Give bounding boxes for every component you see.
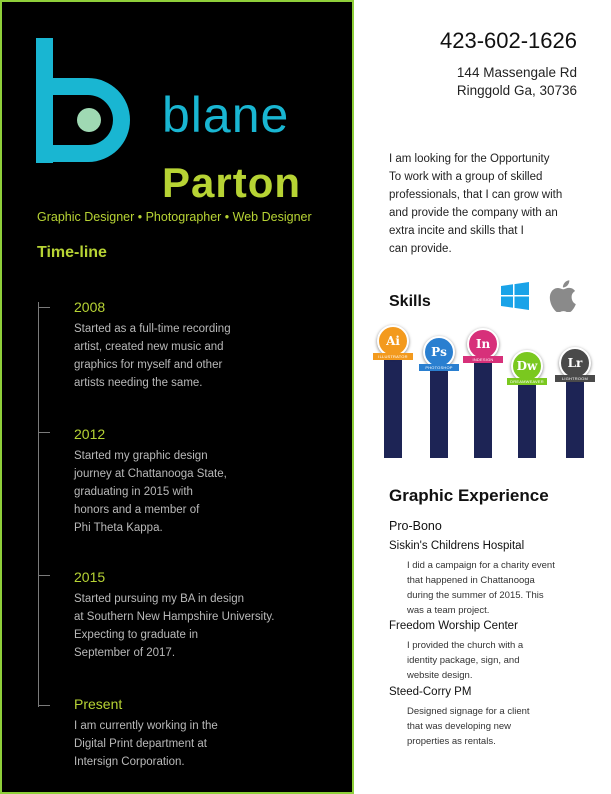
timeline-entry xyxy=(74,568,334,662)
timeline-tick xyxy=(38,575,50,576)
bp-logo-icon xyxy=(36,38,131,163)
skill-ribbon-label: LIGHTROOM xyxy=(555,375,595,382)
skill-ribbon-label: ILLUSTRATOR xyxy=(373,353,413,360)
skill-badge-ai: Ai xyxy=(377,325,409,357)
address-line2: Ringgold Ga, 30736 xyxy=(456,83,577,98)
timeline-entry xyxy=(74,298,334,392)
timeline-text: Started as a full-time recording artist, created new music and graphics for myself and other artists needing the same. xyxy=(74,323,231,389)
experience-category xyxy=(389,518,599,534)
skill-badge-in: In xyxy=(467,328,499,360)
skill-badge-lr: Lr xyxy=(559,347,591,379)
timeline-text: I am currently working in the Digital Print department at Intersign Corporation. xyxy=(74,720,218,768)
experience-item xyxy=(389,618,599,683)
timeline-title: Time-line xyxy=(37,244,107,261)
first-name: blane xyxy=(162,87,290,143)
address-line1: 144 Massengale Rd xyxy=(456,65,577,80)
experience-item-text: I provided the church with a identity package, sign, and website design. xyxy=(407,640,524,681)
timeline-text: Started pursuing my BA in design at Southern New Hampshire University. Expecting to graduate in September of 2017. xyxy=(74,593,275,659)
timeline-year: 2015 xyxy=(74,569,106,585)
timeline-year: 2012 xyxy=(74,426,106,442)
tagline: Graphic Designer • Photographer • Web Designer xyxy=(37,210,312,224)
timeline-line xyxy=(38,302,39,707)
experience-item xyxy=(389,538,599,618)
timeline-tick xyxy=(38,307,50,308)
experience-item-name: Steed-Corry PM xyxy=(389,686,472,698)
experience-category-label: Pro-Bono xyxy=(389,519,442,533)
timeline-year: 2008 xyxy=(74,299,106,315)
address xyxy=(457,64,577,100)
skills-chart xyxy=(370,318,600,468)
skill-badge-dw: Dw xyxy=(511,350,543,382)
experience-item xyxy=(389,684,599,749)
experience-item-name: Freedom Worship Center xyxy=(389,620,518,632)
experience-item-text: I did a campaign for a charity event that happened in Chattanooga during the summer of 2015. This was a team project. xyxy=(407,560,555,616)
apple-icon xyxy=(547,280,577,312)
skills-title: Skills xyxy=(389,293,431,310)
timeline-year: Present xyxy=(74,696,123,712)
timeline-tick xyxy=(38,705,50,706)
timeline-entry xyxy=(74,425,334,537)
last-name: Parton xyxy=(162,159,302,206)
skill-badge-ps: Ps xyxy=(423,336,455,368)
timeline-text: Started my graphic design journey at Chattanooga State, graduating in 2015 with honors and a member of Phi Theta Kappa. xyxy=(74,450,227,534)
windows-icon xyxy=(501,282,529,310)
skill-ribbon-label: PHOTOSHOP xyxy=(419,364,459,371)
phone-number: 423-602-1626 xyxy=(439,28,577,53)
experience-item-name: Siskin's Childrens Hospital xyxy=(389,540,525,552)
timeline-tick xyxy=(38,432,50,433)
experience-item-text: Designed signage for a client that was developing new properties as rentals. xyxy=(407,706,530,747)
skill-ribbon-label: DREAMWEAVER xyxy=(507,378,547,385)
skill-ribbon-label: INDESIGN xyxy=(463,356,503,363)
experience-title: Graphic Experience xyxy=(389,486,549,505)
objective-text: I am looking for the Opportunity To work with a group of skilled professionals, that I can grow with and provide the company with an extra incite and skills that I can provide. xyxy=(389,153,563,255)
timeline-entry xyxy=(74,695,334,771)
